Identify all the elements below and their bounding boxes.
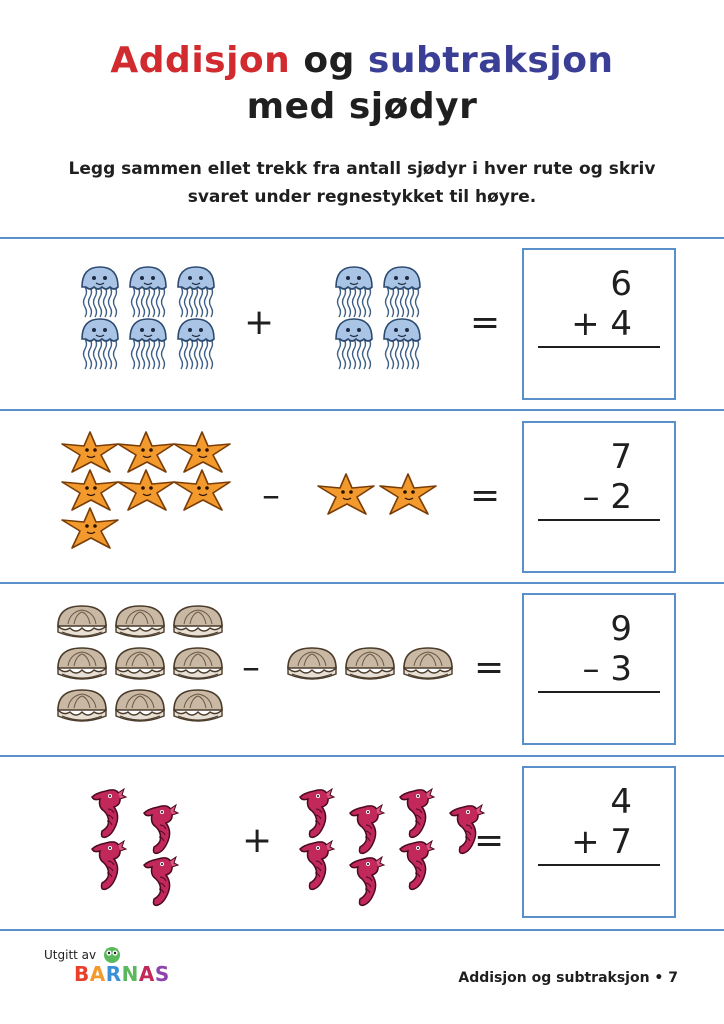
top-number: 6 [610, 264, 632, 304]
equals-sign: = [474, 647, 505, 688]
seahorse-icon [346, 853, 386, 913]
equals-sign: = [470, 302, 501, 343]
answer-line [538, 519, 660, 521]
problem-row [0, 247, 724, 399]
title-word-subtraksjon: subtraksjon [367, 40, 614, 81]
clam-icon [342, 644, 398, 684]
seahorse-icon [140, 801, 180, 861]
operation-number: – 3 [582, 649, 632, 689]
clam-icon [170, 602, 226, 642]
problem-row [0, 592, 724, 744]
jellyfish-icon [126, 315, 170, 377]
seahorse-icon [396, 785, 436, 845]
owl-icon [102, 944, 122, 964]
clam-icon [112, 686, 168, 726]
answer-box[interactable] [522, 421, 676, 573]
jellyfish-icon [78, 315, 122, 377]
seahorse-icon [296, 837, 336, 897]
operation-number: – 2 [582, 477, 632, 517]
clam-icon [54, 644, 110, 684]
divider [0, 755, 724, 757]
seahorse-icon [140, 853, 180, 913]
starfish-icon [378, 472, 438, 516]
starfish-icon [172, 468, 232, 512]
title-word-og: og [303, 40, 355, 81]
seahorse-icon [296, 785, 336, 845]
clam-icon [112, 602, 168, 642]
equals-sign: = [474, 820, 505, 861]
starfish-icon [60, 506, 120, 550]
answer-box[interactable] [522, 766, 676, 918]
problem-row [0, 765, 724, 917]
divider [0, 582, 724, 584]
instruction-text: Legg sammen ellet trekk fra antall sjødyr i hver rute og skriv svaret under regnestykket til høyre. [68, 159, 656, 207]
seahorse-icon [88, 837, 128, 897]
starfish-icon [316, 472, 376, 516]
clam-icon [54, 602, 110, 642]
starfish-icon [116, 468, 176, 512]
answer-box[interactable] [522, 593, 676, 745]
divider [0, 237, 724, 239]
title-word-addisjon: Addisjon [110, 40, 291, 81]
published-by-label: Utgitt av [44, 948, 97, 962]
plus-sign: + [244, 302, 275, 343]
answer-line [538, 346, 660, 348]
answer-line [538, 864, 660, 866]
jellyfish-icon [380, 315, 424, 377]
top-number: 7 [610, 437, 632, 477]
operation-number: + 4 [571, 304, 632, 344]
clam-icon [170, 644, 226, 684]
clam-icon [284, 644, 340, 684]
minus-sign: – [262, 475, 280, 516]
answer-line [538, 691, 660, 693]
clam-icon [170, 686, 226, 726]
clam-icon [54, 686, 110, 726]
answer-box[interactable] [522, 248, 676, 400]
clam-icon [400, 644, 456, 684]
problem-row [0, 420, 724, 572]
title-line-2: med sjødyr [246, 86, 478, 127]
seahorse-icon [346, 801, 386, 861]
plus-sign: + [242, 820, 273, 861]
jellyfish-icon [332, 315, 376, 377]
seahorse-icon [396, 837, 436, 897]
minus-sign: – [242, 647, 260, 688]
operation-number: + 7 [571, 822, 632, 862]
page-title [0, 38, 724, 130]
page-footer-label: Addisjon og subtraksjon • 7 [458, 970, 678, 986]
publisher-logo [44, 948, 170, 986]
divider [0, 409, 724, 411]
equals-sign: = [470, 475, 501, 516]
clam-icon [112, 644, 168, 684]
jellyfish-icon [174, 315, 218, 377]
top-number: 4 [610, 782, 632, 822]
top-number: 9 [610, 609, 632, 649]
divider [0, 929, 724, 931]
brand-name: BARNAS [74, 962, 170, 986]
seahorse-icon [88, 785, 128, 845]
